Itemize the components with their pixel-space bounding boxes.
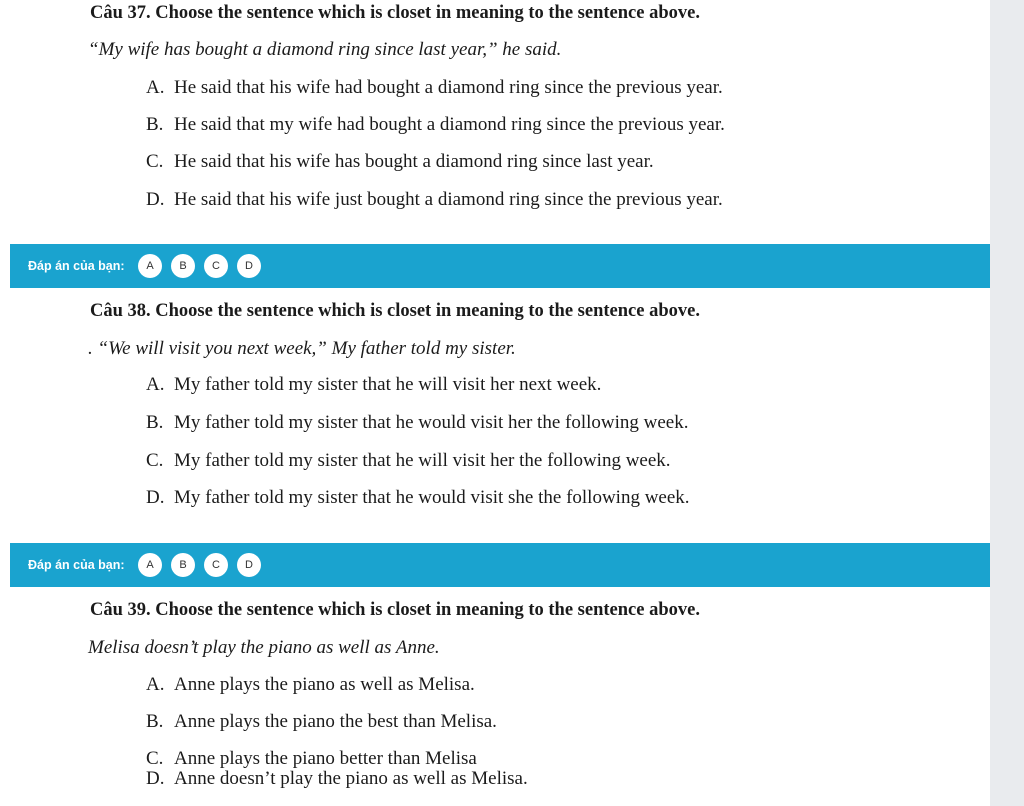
answer-label: Đáp án của bạn:: [28, 558, 125, 572]
question-37-prompt: “My wife has bought a diamond ring since last year,” he said.: [88, 39, 562, 60]
option-text: Anne plays the piano the best than Melisa.: [174, 711, 497, 732]
option-text: He said that his wife just bought a diamond ring since the previous year.: [174, 189, 723, 210]
option-text: My father told my sister that he will visit her the following week.: [174, 450, 671, 471]
option-text: He said that his wife had bought a diamond ring since the previous year.: [174, 77, 723, 98]
question-39-prompt: Melisa doesn’t play the piano as well as Anne.: [88, 637, 440, 658]
question-39-option-b: [146, 711, 497, 733]
question-38-option-a: [146, 374, 601, 396]
option-text: My father told my sister that he would visit she the following week.: [174, 487, 690, 508]
question-37-option-b: [146, 114, 725, 136]
question-38-prompt: . “We will visit you next week,” My father told my sister.: [88, 338, 516, 359]
option-letter: A.: [146, 374, 165, 395]
answer-choice-c[interactable]: C: [204, 254, 228, 278]
option-text: He said that my wife had bought a diamond ring since the previous year.: [174, 114, 725, 135]
answer-choice-d[interactable]: D: [237, 254, 261, 278]
question-39-option-d: [146, 768, 528, 790]
answer-choice-b[interactable]: B: [171, 254, 195, 278]
answer-choice-d[interactable]: D: [237, 553, 261, 577]
question-39-title: Câu 39. Choose the sentence which is closet in meaning to the sentence above.: [90, 600, 700, 620]
question-37-option-d: [146, 189, 723, 211]
option-letter: C.: [146, 450, 164, 471]
question-37-title: Câu 37. Choose the sentence which is closet in meaning to the sentence above.: [90, 3, 700, 23]
right-margin: [990, 0, 1024, 806]
option-text: Anne plays the piano better than Melisa: [174, 748, 477, 769]
answer-bar-37: [10, 244, 990, 288]
question-39-option-c: [146, 748, 477, 770]
question-37-option-c: [146, 151, 654, 173]
option-letter: B.: [146, 711, 164, 732]
question-38-option-c: [146, 450, 671, 472]
option-text: Anne doesn’t play the piano as well as Melisa.: [174, 768, 528, 789]
answer-choice-a[interactable]: A: [138, 254, 162, 278]
option-text: Anne plays the piano as well as Melisa.: [174, 674, 475, 695]
option-letter: D.: [146, 768, 165, 789]
option-text: My father told my sister that he will visit her next week.: [174, 374, 602, 395]
answer-bar-38: [10, 543, 990, 587]
answer-choices: [138, 254, 261, 278]
option-letter: D.: [146, 189, 165, 210]
option-letter: C.: [146, 748, 164, 769]
option-letter: A.: [146, 77, 165, 98]
answer-choice-c[interactable]: C: [204, 553, 228, 577]
option-letter: D.: [146, 487, 165, 508]
question-38-title: Câu 38. Choose the sentence which is closet in meaning to the sentence above.: [90, 301, 700, 321]
answer-choice-a[interactable]: A: [138, 553, 162, 577]
option-letter: B.: [146, 114, 164, 135]
question-38-option-d: [146, 487, 690, 509]
option-text: My father told my sister that he would visit her the following week.: [174, 412, 689, 433]
option-letter: C.: [146, 151, 164, 172]
answer-choice-b[interactable]: B: [171, 553, 195, 577]
answer-label: Đáp án của bạn:: [28, 259, 125, 273]
question-39-option-a: [146, 674, 475, 696]
option-letter: A.: [146, 674, 165, 695]
answer-choices: [138, 553, 261, 577]
question-38-option-b: [146, 412, 688, 434]
option-text: He said that his wife has bought a diamond ring since last year.: [174, 151, 654, 172]
question-37-option-a: [146, 77, 723, 99]
option-letter: B.: [146, 412, 164, 433]
